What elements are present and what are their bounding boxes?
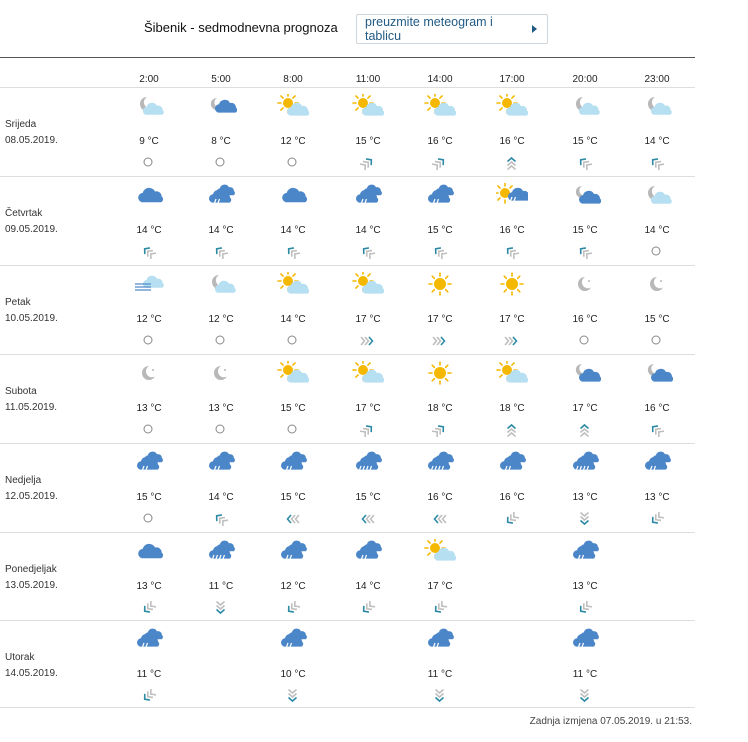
row-divider [0, 354, 695, 355]
temperature: 11 °C [208, 581, 234, 592]
row-divider [0, 176, 695, 177]
moon-cloud-icon [205, 272, 237, 296]
sun-cloud-icon [277, 361, 309, 385]
wind-nw-icon [577, 156, 593, 170]
forecast-cell [338, 535, 398, 623]
day-date: 11.05.2019. [5, 402, 58, 413]
day-date: 08.05.2019. [5, 135, 58, 146]
forecast-cell [119, 179, 179, 267]
moon-cloud-sun-icon [205, 94, 237, 118]
forecast-cell [119, 623, 179, 711]
calm-icon [285, 156, 301, 170]
temperature: 15 °C [136, 492, 162, 503]
day-date: 09.05.2019. [5, 224, 58, 235]
temperature: 12 °C [280, 136, 306, 147]
day-name: Subota [5, 386, 37, 397]
wind-w-icon [360, 512, 376, 526]
temperature: 18 °C [427, 403, 453, 414]
day-name: Petak [5, 297, 31, 308]
moon-icon [205, 361, 237, 385]
cloud-heavy-rain-icon [352, 450, 384, 474]
forecast-cell [263, 179, 323, 267]
forecast-cell [119, 535, 179, 623]
day-name: Ponedjeljak [5, 564, 57, 575]
calm-icon [141, 423, 157, 437]
temperature: 15 °C [572, 136, 598, 147]
temperature: 13 °C [572, 581, 598, 592]
calm-icon [649, 245, 665, 259]
moon-icon [641, 272, 673, 296]
fog-icon [133, 272, 165, 296]
moon-icon [569, 272, 601, 296]
temperature: 11 °C [136, 669, 162, 680]
day-label [5, 473, 58, 505]
hour-header: 11:00 [355, 74, 381, 85]
wind-nw-icon [285, 245, 301, 259]
wind-sw-icon [432, 423, 448, 437]
forecast-cell [119, 446, 179, 534]
wind-w-icon [432, 512, 448, 526]
cloud-heavy-rain-icon [424, 450, 456, 474]
temperature: 17 °C [427, 581, 453, 592]
sun-cloud-icon [352, 94, 384, 118]
temperature: 18 °C [499, 403, 525, 414]
moon-dark-cloud-icon [569, 361, 601, 385]
day-name: Četvrtak [5, 208, 43, 219]
wind-nw-icon [432, 245, 448, 259]
calm-icon [577, 334, 593, 348]
day-label [5, 295, 58, 327]
wind-nw-icon [649, 423, 665, 437]
temperature: 14 °C [355, 581, 381, 592]
day-label [5, 206, 58, 238]
day-date: 12.05.2019. [5, 491, 58, 502]
forecast-cell [263, 535, 323, 623]
temperature: 14 °C [280, 225, 306, 236]
hour-header: 2:00 [139, 74, 159, 85]
forecast-cell [627, 179, 687, 267]
forecast-cell [263, 268, 323, 356]
forecast-cell [338, 268, 398, 356]
temperature: 12 °C [208, 314, 234, 325]
temperature: 14 °C [644, 225, 670, 236]
forecast-cell [263, 357, 323, 445]
wind-ne-icon [285, 601, 301, 615]
forecast-cell [555, 90, 615, 178]
cloud-rain-icon [133, 627, 165, 651]
row-divider [0, 265, 695, 266]
forecast-cell [482, 179, 542, 267]
sun-cloud-icon [424, 94, 456, 118]
wind-nw-icon [504, 245, 520, 259]
day-name: Nedjelja [5, 475, 42, 486]
cloud-rain-icon [277, 627, 309, 651]
forecast-cell [482, 268, 542, 356]
forecast-cell [338, 179, 398, 267]
temperature: 16 °C [499, 492, 525, 503]
wind-sw-icon [360, 423, 376, 437]
temperature: 15 °C [644, 314, 670, 325]
cloud-rain-icon [352, 539, 384, 563]
sun-cloud-icon [352, 272, 384, 296]
wind-nw-icon [141, 245, 157, 259]
day-label [5, 117, 58, 149]
temperature: 17 °C [427, 314, 453, 325]
cloud-rain-icon [277, 450, 309, 474]
hour-header: 17:00 [499, 74, 525, 85]
calm-icon [285, 334, 301, 348]
wind-sw-icon [432, 156, 448, 170]
cloud-icon [133, 183, 165, 207]
meteogram-button-label: preuzmite meteogram i tablicu [365, 15, 493, 43]
day-date: 13.05.2019. [5, 580, 58, 591]
forecast-cell [627, 268, 687, 356]
temperature: 15 °C [355, 492, 381, 503]
hour-header: 8:00 [283, 74, 303, 85]
forecast-cell [119, 357, 179, 445]
sun-cloud-icon [277, 94, 309, 118]
sun-cloud-icon [496, 361, 528, 385]
caret-right-icon [532, 25, 537, 33]
cloud-rain-icon [424, 183, 456, 207]
forecast-cell [410, 446, 470, 534]
row-divider [0, 620, 695, 621]
wind-nw-icon [649, 156, 665, 170]
day-date: 14.05.2019. [5, 668, 58, 679]
moon-cloud-icon [133, 94, 165, 118]
temperature: 14 °C [644, 136, 670, 147]
moon-dark-cloud-icon [641, 361, 673, 385]
temperature: 13 °C [136, 403, 162, 414]
temperature: 13 °C [208, 403, 234, 414]
calm-icon [141, 334, 157, 348]
forecast-cell [191, 179, 251, 267]
temperature: 14 °C [136, 225, 162, 236]
forecast-cell [555, 268, 615, 356]
moon-cloud-icon [569, 94, 601, 118]
forecast-cell [627, 446, 687, 534]
moon-cloud-icon [641, 183, 673, 207]
temperature: 8 °C [211, 136, 231, 147]
forecast-cell [410, 535, 470, 623]
temperature: 14 °C [355, 225, 381, 236]
forecast-cell [482, 90, 542, 178]
forecast-cell [555, 446, 615, 534]
last-updated-text: Zadnja izmjena 07.05.2019. u 21:53. [529, 716, 692, 727]
forecast-cell [338, 90, 398, 178]
row-divider [0, 532, 695, 533]
cloud-rain-icon [133, 450, 165, 474]
forecast-cell [263, 623, 323, 711]
wind-n-icon [577, 512, 593, 526]
moon-dark-cloud-icon [569, 183, 601, 207]
forecast-cell [410, 623, 470, 711]
hour-header: 23:00 [644, 74, 670, 85]
temperature: 13 °C [136, 581, 162, 592]
forecast-cell [482, 446, 542, 534]
cloud-heavy-rain-icon [205, 539, 237, 563]
moon-icon [133, 361, 165, 385]
meteogram-download-button[interactable] [356, 14, 548, 44]
wind-e-icon [504, 334, 520, 348]
temperature: 17 °C [572, 403, 598, 414]
wind-ne-icon [360, 601, 376, 615]
forecast-cell [410, 179, 470, 267]
temperature: 17 °C [355, 314, 381, 325]
temperature: 14 °C [208, 492, 234, 503]
temperature: 16 °C [499, 136, 525, 147]
cloud-icon [133, 539, 165, 563]
forecast-cell [555, 357, 615, 445]
forecast-cell [627, 357, 687, 445]
forecast-cell [338, 446, 398, 534]
temperature: 14 °C [280, 314, 306, 325]
forecast-cell [119, 90, 179, 178]
forecast-cell [263, 446, 323, 534]
wind-ne-icon [504, 512, 520, 526]
wind-n-icon [213, 601, 229, 615]
forecast-cell [191, 90, 251, 178]
sun-cloud-icon [496, 94, 528, 118]
wind-nw-icon [213, 512, 229, 526]
sun-cloud-icon [277, 272, 309, 296]
sun-icon [496, 272, 528, 296]
moon-cloud-icon [641, 94, 673, 118]
forecast-cell [191, 357, 251, 445]
wind-nw-icon [577, 245, 593, 259]
wind-s-icon [577, 423, 593, 437]
sun-cloud-rain-icon [496, 183, 528, 207]
sun-cloud-icon [424, 539, 456, 563]
temperature: 16 °C [427, 492, 453, 503]
sun-icon [424, 272, 456, 296]
forecast-cell [191, 446, 251, 534]
wind-nw-icon [213, 245, 229, 259]
calm-icon [285, 423, 301, 437]
temperature: 16 °C [572, 314, 598, 325]
forecast-cell [263, 90, 323, 178]
cloud-rain-icon [352, 183, 384, 207]
forecast-cell [482, 357, 542, 445]
day-name: Utorak [5, 652, 35, 663]
page-title: Šibenik - sedmodnevna prognoza [144, 20, 338, 35]
hour-header: 14:00 [427, 74, 453, 85]
cloud-icon [277, 183, 309, 207]
temperature: 15 °C [572, 225, 598, 236]
wind-ne-icon [577, 601, 593, 615]
forecast-cell [410, 90, 470, 178]
temperature: 15 °C [280, 403, 306, 414]
wind-s-icon [504, 423, 520, 437]
calm-icon [213, 334, 229, 348]
cloud-rain-icon [424, 627, 456, 651]
calm-icon [141, 512, 157, 526]
temperature: 11 °C [427, 669, 453, 680]
calm-icon [213, 423, 229, 437]
wind-ne-icon [432, 601, 448, 615]
wind-nw-icon [360, 245, 376, 259]
cloud-rain-icon [569, 539, 601, 563]
wind-s-icon [504, 156, 520, 170]
hour-header: 5:00 [211, 74, 231, 85]
cloud-rain-icon [277, 539, 309, 563]
day-label [5, 562, 58, 594]
wind-ne-icon [141, 689, 157, 703]
day-date: 10.05.2019. [5, 313, 58, 324]
wind-e-icon [432, 334, 448, 348]
sun-icon [424, 361, 456, 385]
day-label [5, 384, 57, 416]
temperature: 16 °C [644, 403, 670, 414]
wind-sw-icon [360, 156, 376, 170]
temperature: 14 °C [208, 225, 234, 236]
temperature: 12 °C [280, 581, 306, 592]
cloud-heavy-rain-icon [569, 450, 601, 474]
temperature: 17 °C [355, 403, 381, 414]
temperature: 15 °C [355, 136, 381, 147]
cloud-rain-icon [205, 183, 237, 207]
forecast-cell [410, 357, 470, 445]
forecast-cell [555, 179, 615, 267]
cloud-rain-icon [641, 450, 673, 474]
calm-icon [213, 156, 229, 170]
forecast-cell [191, 535, 251, 623]
calm-icon [649, 334, 665, 348]
forecast-cell [191, 268, 251, 356]
day-label [5, 650, 58, 682]
forecast-cell [338, 357, 398, 445]
temperature: 12 °C [136, 314, 162, 325]
calm-icon [141, 156, 157, 170]
header-divider [0, 57, 695, 58]
row-divider [0, 87, 695, 88]
temperature: 10 °C [280, 669, 306, 680]
forecast-cell [627, 90, 687, 178]
temperature: 16 °C [499, 225, 525, 236]
wind-n-icon [432, 689, 448, 703]
temperature: 9 °C [139, 136, 159, 147]
wind-ne-icon [141, 601, 157, 615]
temperature: 17 °C [499, 314, 525, 325]
sun-cloud-icon [352, 361, 384, 385]
forecast-cell [555, 535, 615, 623]
temperature: 13 °C [572, 492, 598, 503]
wind-ne-icon [649, 512, 665, 526]
temperature: 11 °C [572, 669, 598, 680]
day-name: Srijeda [5, 119, 37, 130]
cloud-rain-icon [569, 627, 601, 651]
cloud-rain-icon [205, 450, 237, 474]
wind-n-icon [577, 689, 593, 703]
row-divider [0, 443, 695, 444]
wind-w-icon [285, 512, 301, 526]
forecast-cell [555, 623, 615, 711]
temperature: 15 °C [427, 225, 453, 236]
temperature: 13 °C [644, 492, 670, 503]
forecast-cell [410, 268, 470, 356]
wind-n-icon [285, 689, 301, 703]
forecast-cell [119, 268, 179, 356]
wind-e-icon [360, 334, 376, 348]
temperature: 15 °C [280, 492, 306, 503]
temperature: 16 °C [427, 136, 453, 147]
cloud-rain-icon [496, 450, 528, 474]
hour-header: 20:00 [572, 74, 598, 85]
row-divider [0, 707, 695, 708]
